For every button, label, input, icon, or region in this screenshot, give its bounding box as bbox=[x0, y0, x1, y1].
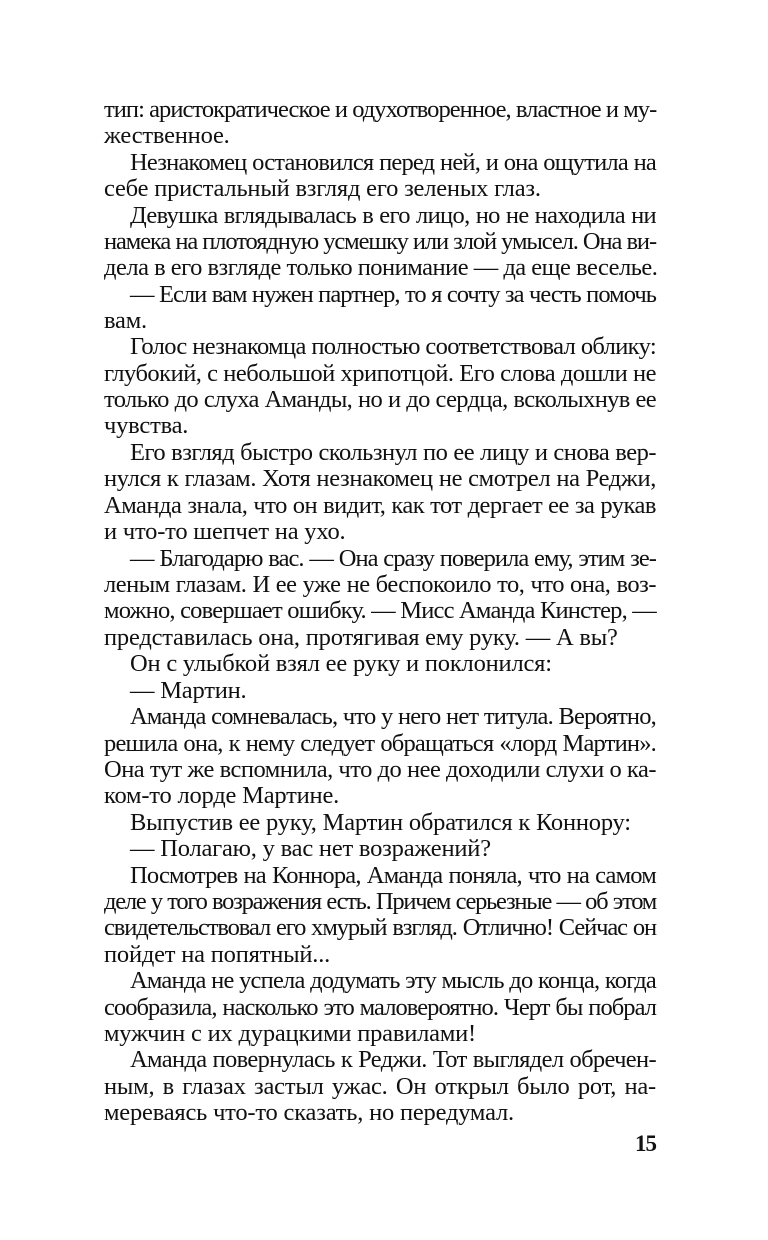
text-line: тип: аристократическое и одухотворенное, властное и му- bbox=[104, 96, 657, 123]
text-line: деле у того возражения есть. Причем серьезные — об этом bbox=[104, 888, 656, 915]
text-line: только до слуха Аманды, но и до сердца, всколыхнув ее bbox=[104, 386, 656, 413]
text-line: свидетельствовал его хмурый взгляд. Отлично! Сейчас он bbox=[104, 914, 656, 941]
text-line: дела в его взгляде только понимание — да еще веселье. bbox=[104, 254, 658, 281]
text-line: — Полагаю, у вас нет возражений? bbox=[130, 835, 491, 862]
text-line: мереваясь что-то сказать, но передумал. bbox=[104, 1099, 514, 1126]
text-line: — Мартин. bbox=[130, 677, 247, 704]
text-line: ным, в глазах застыл ужас. Он открыл было рот, на- bbox=[104, 1073, 656, 1100]
text-line: леным глазам. И ее уже не беспокоило то, что она, воз- bbox=[104, 571, 656, 598]
text-line: Аманда знала, что он видит, как тот дергает ее за рукав bbox=[104, 492, 656, 519]
text-line: себе пристальный взгляд его зеленых глаз. bbox=[104, 175, 541, 202]
text-line: Аманда не успела додумать эту мысль до конца, когда bbox=[130, 967, 656, 994]
text-line: Аманда сомневалась, что у него нет титула. Вероятно, bbox=[130, 703, 656, 730]
text-line: Его взгляд быстро скользнул по ее лицу и снова вер- bbox=[130, 439, 656, 466]
text-line: Девушка вглядывалась в его лицо, но не находила ни bbox=[130, 202, 656, 229]
text-line: сообразила, насколько это маловероятно. Черт бы побрал bbox=[104, 994, 656, 1021]
text-line: решила она, к нему следует обращаться «лорд Мартин». bbox=[104, 730, 656, 757]
text-line: — Благодарю вас. — Она сразу поверила ему, этим зе- bbox=[130, 545, 656, 572]
text-line: глубокий, с небольшой хрипотцой. Его слова дошли не bbox=[104, 360, 656, 387]
text-line: Незнакомец остановился перед ней, и она ощутила на bbox=[130, 149, 656, 176]
text-line: Аманда повернулась к Реджи. Тот выглядел обречен- bbox=[130, 1046, 656, 1073]
text-line: ком-то лорде Мартине. bbox=[104, 782, 340, 809]
text-line: Она тут же вспомнила, что до нее доходили слухи о ка- bbox=[104, 756, 656, 783]
text-line: намека на плотоядную усмешку или злой умысел. Она ви- bbox=[104, 228, 656, 255]
text-line: Он с улыбкой взял ее руку и поклонился: bbox=[130, 650, 552, 677]
text-line: вам. bbox=[104, 307, 147, 334]
text-line: Голос незнакомца полностью соответствовал облику: bbox=[130, 333, 656, 360]
text-line: нулся к глазам. Хотя незнакомец не смотрел на Реджи, bbox=[104, 465, 656, 492]
page-number: 15 bbox=[635, 1131, 656, 1156]
text-line: пойдет на попятный... bbox=[104, 941, 331, 968]
text-line: и что-то шепчет на ухо. bbox=[104, 518, 346, 545]
text-line: представилась она, протягивая ему руку. — А вы? bbox=[104, 624, 618, 651]
text-line: жественное. bbox=[104, 122, 230, 149]
text-line: чувства. bbox=[104, 412, 189, 439]
text-line: Выпустив ее руку, Мартин обратился к Коннору: bbox=[130, 809, 631, 836]
text-line: Посмотрев на Коннора, Аманда поняла, что на самом bbox=[130, 862, 656, 889]
text-line: можно, совершает ошибку. — Мисс Аманда Кинстер, — bbox=[104, 597, 656, 624]
text-line: мужчин с их дурацкими правилами! bbox=[104, 1020, 476, 1047]
text-line: — Если вам нужен партнер, то я сочту за честь помочь bbox=[130, 281, 656, 308]
